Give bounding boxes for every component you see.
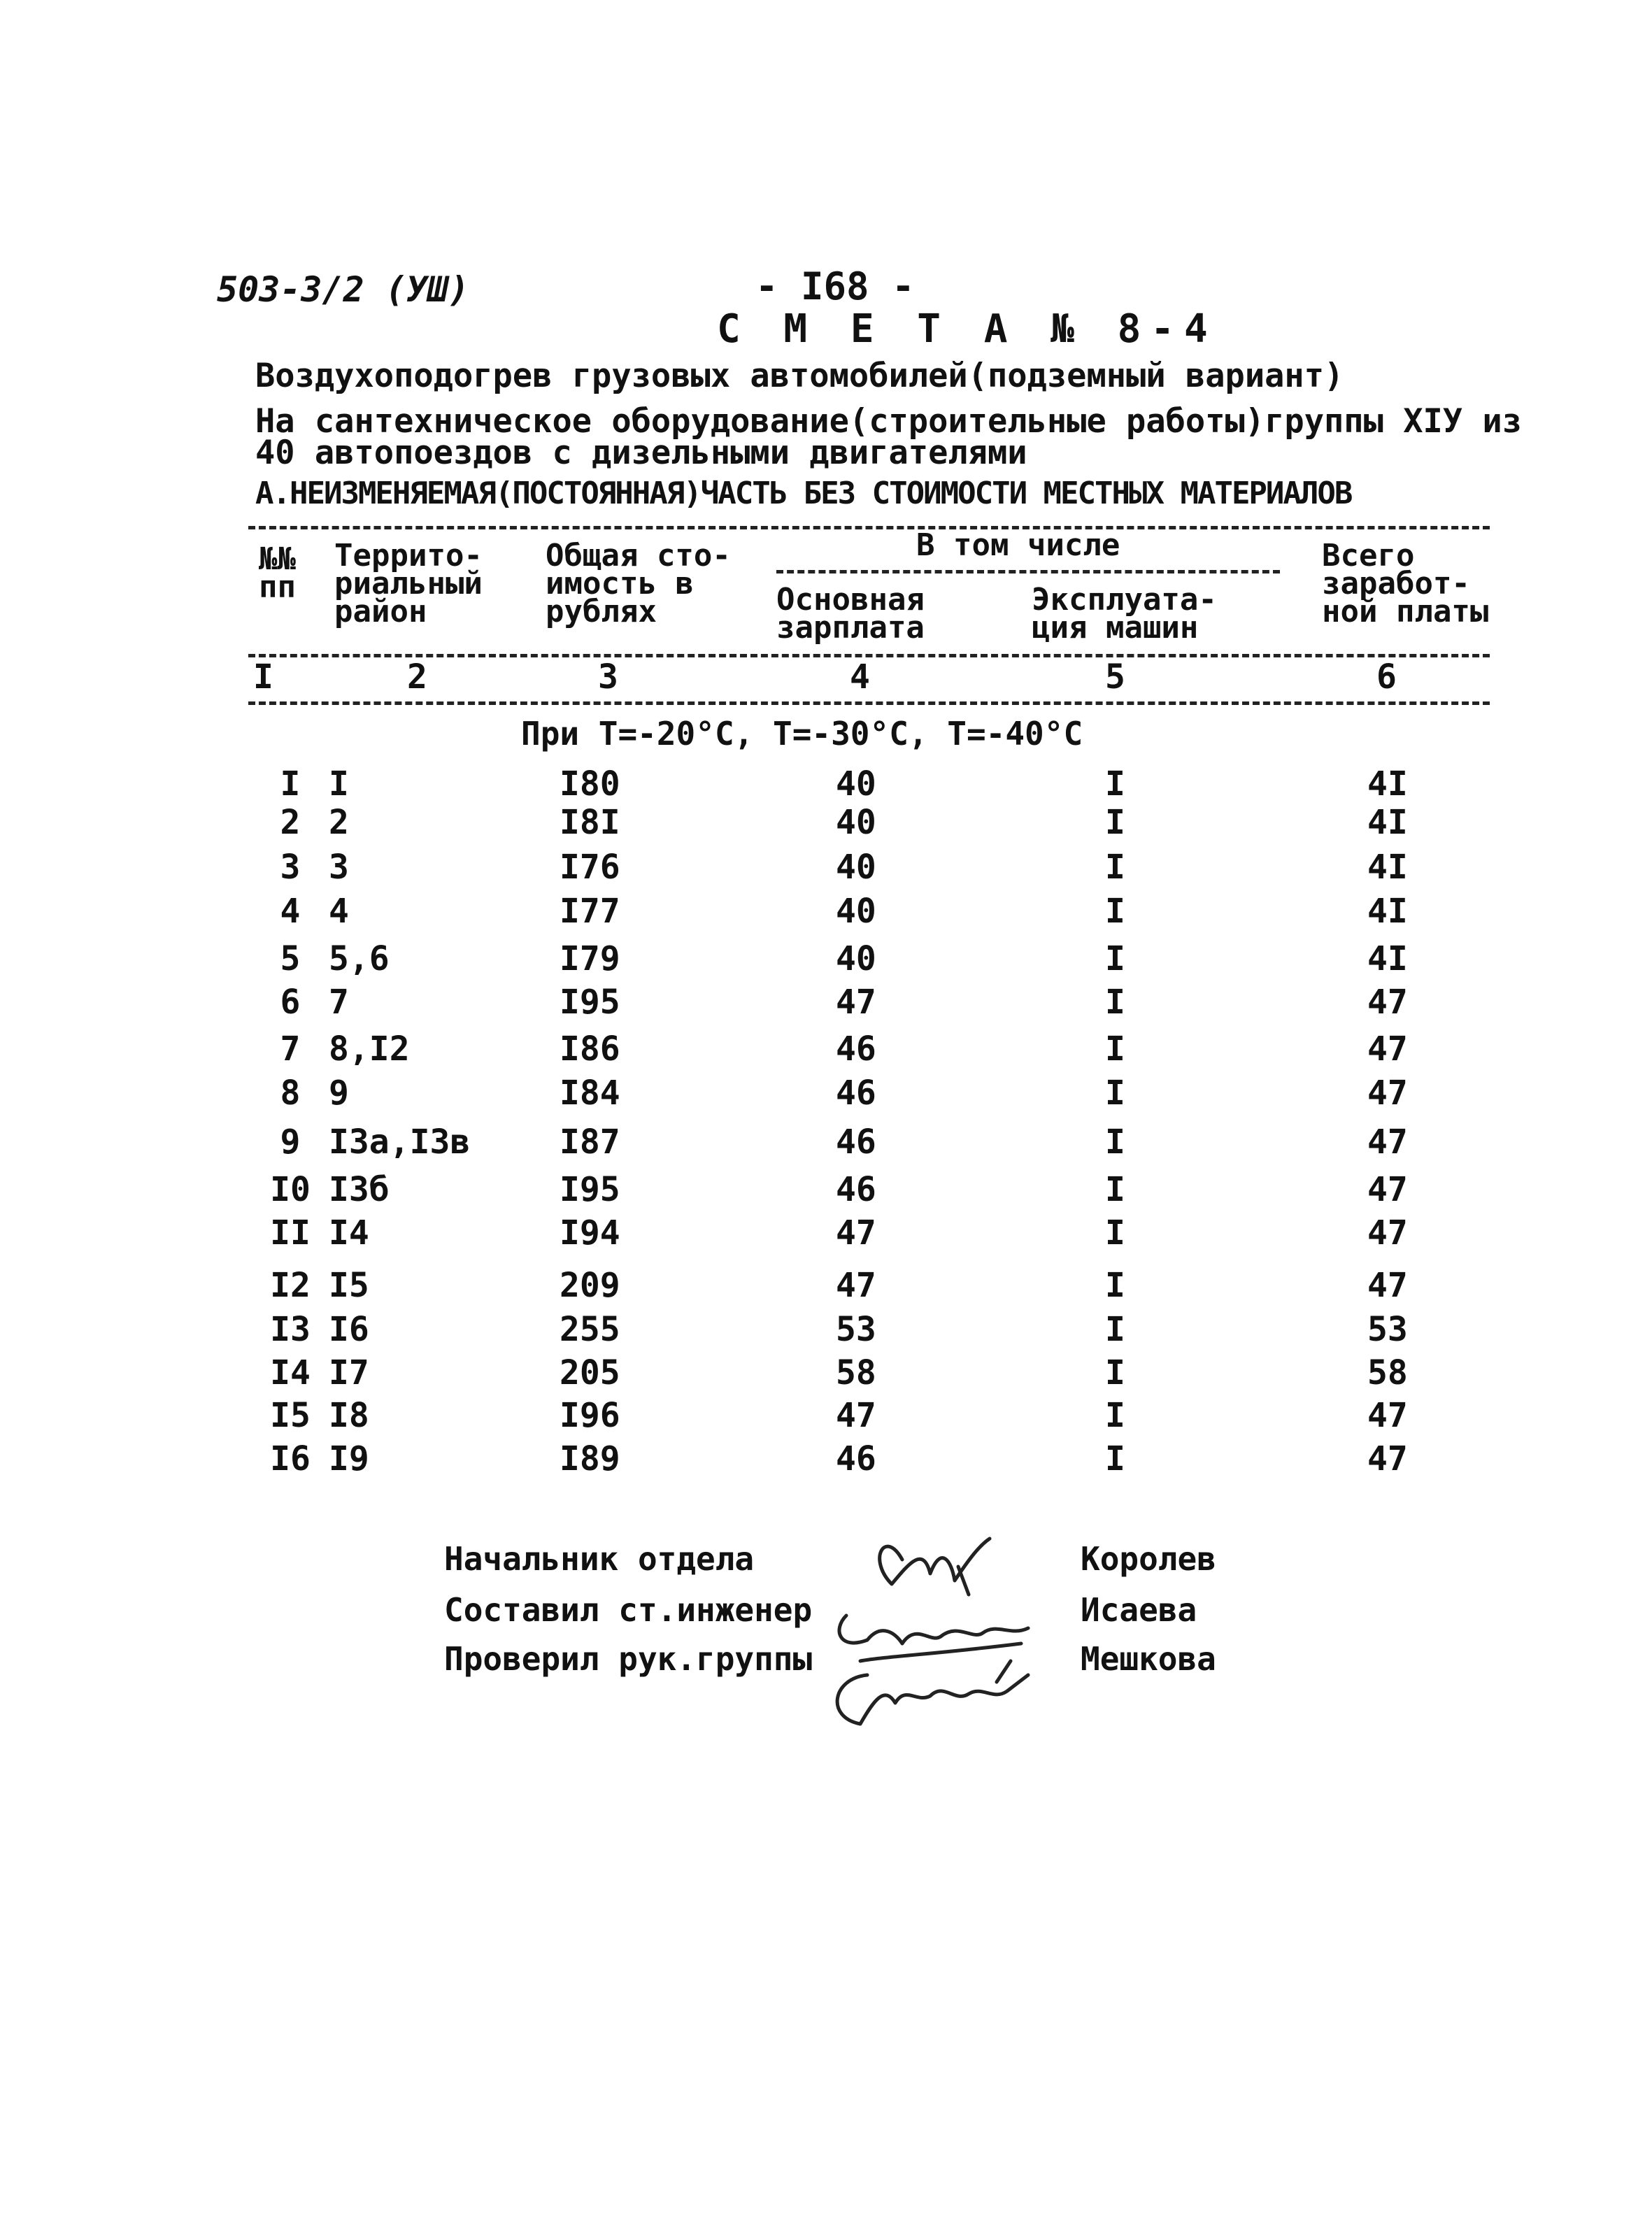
document-code: 503-3/2 (УШ) [217, 269, 470, 310]
document-title: С М Е Т А № 8-4 [717, 306, 1218, 352]
header-top-rule [248, 526, 1490, 529]
cell-base-salary: 46 [836, 1170, 876, 1209]
cell-region: 7 [329, 983, 349, 1022]
cell-machine-operation: I [1105, 1310, 1125, 1349]
cell-total-wages: 58 [1367, 1353, 1408, 1392]
cell-base-salary: 47 [836, 1266, 876, 1305]
header-col-base-salary: Основная зарплата [776, 582, 925, 646]
cell-number: 9 [280, 1122, 301, 1162]
cell-total-cost: I76 [560, 848, 620, 887]
cell-machine-operation: I [1105, 1439, 1125, 1478]
header-col-machine-operation: Эксплуата- ция машин [1032, 582, 1217, 646]
table-row [0, 848, 1652, 892]
cell-base-salary: 40 [836, 764, 876, 804]
cell-total-wages: 4I [1367, 892, 1408, 931]
table-row [0, 1353, 1652, 1398]
cell-region: 8,I2 [329, 1029, 410, 1069]
cell-total-cost: I95 [560, 983, 620, 1022]
header-group-including: В том числе [916, 527, 1120, 563]
cell-number: I [280, 764, 301, 804]
cell-region: 4 [329, 892, 349, 931]
cell-number: 6 [280, 983, 301, 1022]
cell-region: 3 [329, 848, 349, 887]
column-number-6: 6 [1376, 657, 1397, 697]
cell-total-wages: 47 [1367, 1122, 1408, 1162]
cell-number: I3 [270, 1310, 311, 1349]
cell-machine-operation: I [1105, 983, 1125, 1022]
table-row [0, 1029, 1652, 1074]
cell-machine-operation: I [1105, 939, 1125, 978]
cell-machine-operation: I [1105, 848, 1125, 887]
column-number-3: 3 [598, 657, 618, 697]
cell-region: I9 [329, 1439, 369, 1478]
cell-base-salary: 40 [836, 848, 876, 887]
cell-number: 7 [280, 1029, 301, 1069]
cell-base-salary: 47 [836, 1213, 876, 1253]
cell-total-wages: 47 [1367, 1266, 1408, 1305]
cell-number: 2 [280, 803, 301, 842]
cell-total-cost: 255 [560, 1310, 620, 1349]
cell-base-salary: 47 [836, 983, 876, 1022]
header-bottom-rule [248, 701, 1490, 705]
cell-region: I3а,I3в [329, 1122, 471, 1162]
cell-machine-operation: I [1105, 1122, 1125, 1162]
cell-total-wages: 4I [1367, 764, 1408, 804]
cell-base-salary: 40 [836, 939, 876, 978]
cell-region: I3б [329, 1170, 390, 1209]
cell-region: I6 [329, 1310, 369, 1349]
header-col-region: Террито- риальный район [334, 538, 483, 629]
cell-total-cost: 205 [560, 1353, 620, 1392]
table-row [0, 939, 1652, 984]
cell-total-cost: I77 [560, 892, 620, 931]
table-row [0, 803, 1652, 848]
cell-total-wages: 47 [1367, 1074, 1408, 1113]
cell-total-cost: I89 [560, 1439, 620, 1478]
section-title: А.НЕИЗМЕНЯЕМАЯ(ПОСТОЯННАЯ)ЧАСТЬ БЕЗ СТОИМОСТИ МЕСТНЫХ МАТЕРИАЛОВ [255, 476, 1352, 511]
table-row [0, 1074, 1652, 1118]
cell-total-cost: I94 [560, 1213, 620, 1253]
signature-name-head: Королев [1081, 1540, 1216, 1578]
cell-region: 5,6 [329, 939, 390, 978]
cell-total-wages: 47 [1367, 1439, 1408, 1478]
cell-total-cost: I86 [560, 1029, 620, 1069]
cell-region: I [329, 764, 349, 804]
cell-base-salary: 46 [836, 1122, 876, 1162]
signature-name-compiler: Исаева [1081, 1591, 1197, 1629]
cell-machine-operation: I [1105, 1213, 1125, 1253]
cell-number: I6 [270, 1439, 311, 1478]
table-row [0, 1213, 1652, 1258]
cell-machine-operation: I [1105, 764, 1125, 804]
cell-base-salary: 40 [836, 803, 876, 842]
cell-machine-operation: I [1105, 1074, 1125, 1113]
cell-total-wages: 4I [1367, 803, 1408, 842]
handwritten-signatures [818, 1518, 1070, 1734]
table-row [0, 1266, 1652, 1311]
cell-machine-operation: I [1105, 803, 1125, 842]
cell-base-salary: 40 [836, 892, 876, 931]
cell-number: I5 [270, 1396, 311, 1435]
cell-region: I5 [329, 1266, 369, 1305]
cell-base-salary: 46 [836, 1029, 876, 1069]
description-line-1: Воздухоподогрев грузовых автомобилей(подземный вариант) [255, 357, 1344, 395]
cell-region: I4 [329, 1213, 369, 1253]
description-line-3: 40 автопоездов с дизельными двигателями [255, 434, 1027, 472]
table-row [0, 1439, 1652, 1484]
cell-total-cost: 209 [560, 1266, 620, 1305]
cell-number: II [270, 1213, 311, 1253]
column-number-2: 2 [407, 657, 427, 697]
table-row [0, 1396, 1652, 1441]
cell-machine-operation: I [1105, 1353, 1125, 1392]
cell-base-salary: 46 [836, 1074, 876, 1113]
cell-total-wages: 53 [1367, 1310, 1408, 1349]
cell-total-wages: 47 [1367, 1170, 1408, 1209]
signature-role-compiler: Составил ст.инженер [444, 1591, 813, 1629]
cell-number: 4 [280, 892, 301, 931]
cell-machine-operation: I [1105, 1396, 1125, 1435]
header-col-number: №№ пп [259, 541, 296, 605]
cell-total-wages: 4I [1367, 939, 1408, 978]
cell-number: 5 [280, 939, 301, 978]
column-number-5: 5 [1105, 657, 1125, 697]
cell-number: I4 [270, 1353, 311, 1392]
cell-region: I8 [329, 1396, 369, 1435]
signature-role-head: Начальник отдела [444, 1540, 755, 1578]
cell-base-salary: 53 [836, 1310, 876, 1349]
cell-total-wages: 47 [1367, 1029, 1408, 1069]
cell-total-cost: I95 [560, 1170, 620, 1209]
cell-base-salary: 47 [836, 1396, 876, 1435]
cell-base-salary: 58 [836, 1353, 876, 1392]
cell-machine-operation: I [1105, 892, 1125, 931]
cell-region: I7 [329, 1353, 369, 1392]
cell-region: 9 [329, 1074, 349, 1113]
cell-total-wages: 47 [1367, 1213, 1408, 1253]
cell-total-wages: 47 [1367, 983, 1408, 1022]
cell-machine-operation: I [1105, 1029, 1125, 1069]
cell-number: I0 [270, 1170, 311, 1209]
cell-number: 8 [280, 1074, 301, 1113]
description-line-2: На сантехническое оборудование(строительные работы)группы XIУ из [255, 402, 1522, 441]
page-number: - I68 - [755, 264, 915, 308]
header-group-rule [776, 570, 1280, 573]
cell-total-cost: I96 [560, 1396, 620, 1435]
cell-region: 2 [329, 803, 349, 842]
cell-total-wages: 47 [1367, 1396, 1408, 1435]
table-row [0, 1122, 1652, 1167]
cell-total-cost: I79 [560, 939, 620, 978]
cell-total-cost: I84 [560, 1074, 620, 1113]
cell-number: I2 [270, 1266, 311, 1305]
column-number-4: 4 [850, 657, 870, 697]
cell-total-cost: I8I [560, 803, 620, 842]
cell-machine-operation: I [1105, 1266, 1125, 1305]
table-row [0, 1170, 1652, 1215]
header-col-total-wages: Всего заработ- ной платы [1322, 538, 1489, 629]
table-row [0, 1310, 1652, 1355]
signature-role-checker: Проверил рук.группы [444, 1640, 813, 1678]
table-row [0, 983, 1652, 1027]
cell-number: 3 [280, 848, 301, 887]
temperature-condition: При T=-20°C, T=-30°C, T=-40°C [521, 715, 1083, 753]
column-number-1: I [253, 657, 273, 697]
cell-total-cost: I87 [560, 1122, 620, 1162]
cell-total-wages: 4I [1367, 848, 1408, 887]
cell-machine-operation: I [1105, 1170, 1125, 1209]
cell-total-cost: I80 [560, 764, 620, 804]
header-col-total-cost: Общая сто- имость в рублях [546, 538, 731, 629]
cell-base-salary: 46 [836, 1439, 876, 1478]
table-row [0, 892, 1652, 936]
signature-name-checker: Мешкова [1081, 1640, 1216, 1678]
